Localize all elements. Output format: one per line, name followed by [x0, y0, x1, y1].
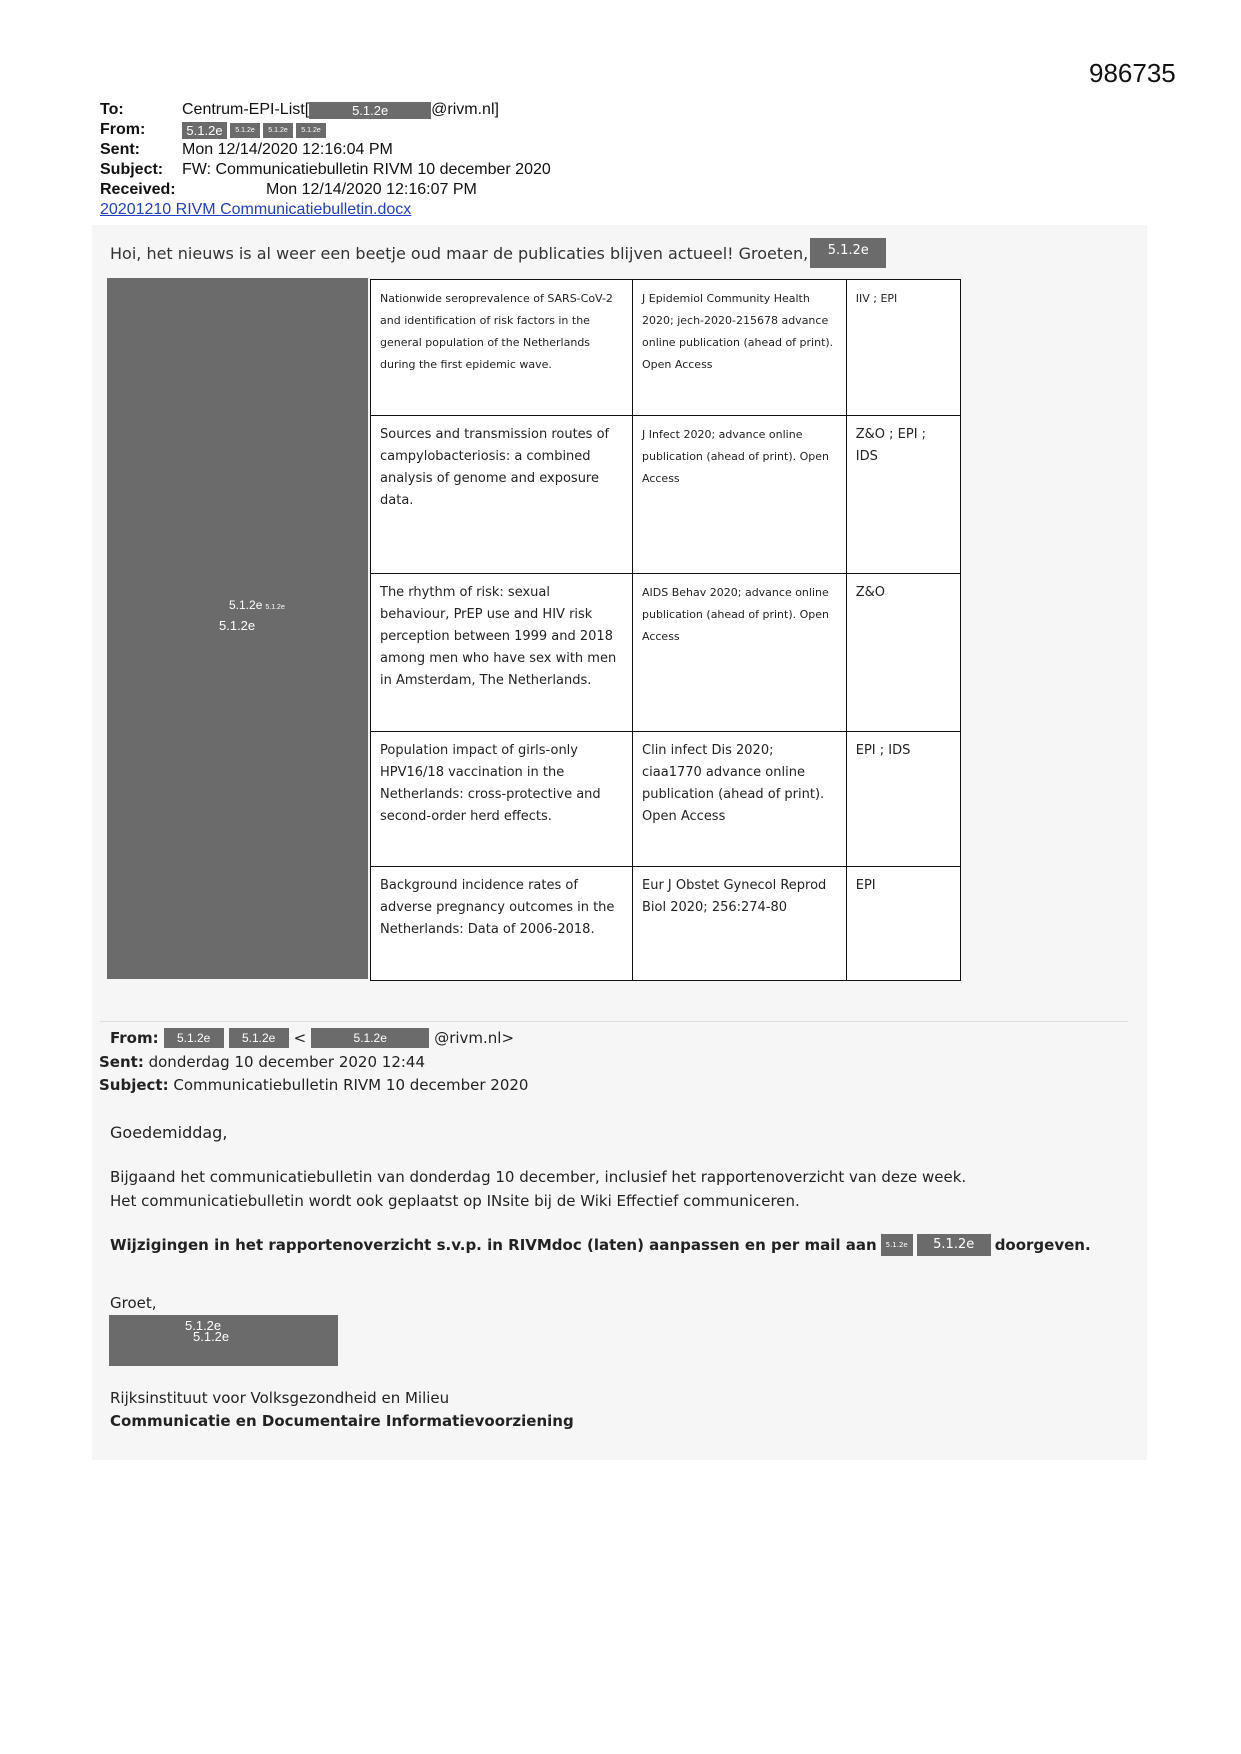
instruction-suffix: doorgeven.: [994, 1236, 1091, 1254]
from-label: From:: [100, 121, 146, 138]
table-row: [371, 280, 961, 416]
attachment-link[interactable]: 20201210 RIVM Communicatiebulletin.docx: [100, 201, 412, 218]
received-label: Received:: [100, 181, 176, 198]
publication-source: J Epidemiol Community Health 2020; jech-2020-215678 advance online publication (ahead of print). Open Access: [633, 280, 847, 416]
to-row: [100, 100, 720, 120]
sent-value: Mon 12/14/2020 12:16:04 PM: [182, 141, 393, 158]
publication-source: AIDS Behav 2020; advance online publication (ahead of print). Open Access: [633, 574, 847, 732]
subject-label: Subject:: [100, 161, 164, 178]
publication-source: Eur J Obstet Gynecol Reprod Biol 2020; 256:274-80: [633, 867, 847, 981]
publication-tags: Z&O ; EPI ; IDS: [846, 416, 960, 574]
forwarded-subject-value: Communicatiebulletin RIVM 10 december 2020: [173, 1076, 529, 1094]
greeting-line: [110, 238, 886, 268]
attachment-row: [100, 200, 720, 220]
redaction: 5.1.2e: [230, 123, 260, 138]
sent-label: Sent:: [100, 141, 140, 158]
organization-name: Rijksinstituut voor Volksgezondheid en Milieu: [110, 1389, 450, 1407]
closing: Groet,: [110, 1294, 157, 1312]
divider: [100, 1021, 1128, 1022]
instruction-line: [110, 1234, 1091, 1256]
sent-row: [100, 140, 720, 160]
from-row: [100, 120, 720, 140]
publications-table: [370, 279, 961, 981]
publication-title: Nationwide seroprevalence of SARS-CoV-2 and identification of risk factors in the general population of the Netherlands during the first epidemic wave.: [371, 280, 633, 416]
forwarded-from-row: [110, 1028, 514, 1048]
publication-tags: Z&O: [846, 574, 960, 732]
publication-title: Population impact of girls-only HPV16/18 vaccination in the Netherlands: cross-protective and second-order herd effects.: [371, 732, 633, 867]
received-value: Mon 12/14/2020 12:16:07 PM: [266, 181, 477, 198]
publication-source: J Infect 2020; advance online publication (ahead of print). Open Access: [633, 416, 847, 574]
publication-tags: EPI: [846, 867, 960, 981]
to-label: To:: [100, 101, 124, 118]
redaction: 5.1.2e: [263, 123, 293, 138]
table-row: [371, 732, 961, 867]
forwarded-subject-label: Subject:: [99, 1076, 169, 1094]
to-suffix: @rivm.nl]: [431, 101, 499, 118]
department-name: Communicatie en Documentaire Informatievoorziening: [110, 1412, 574, 1430]
document-number: 986735: [1089, 58, 1176, 88]
table-row: [371, 416, 961, 574]
redaction-text: 5.1.2e: [193, 1329, 230, 1344]
body-line: Bijgaand het communicatiebulletin van donderdag 10 december, inclusief het rapportenoverzicht van deze week.: [110, 1168, 967, 1186]
redaction: 5.1.2e: [296, 123, 326, 138]
redaction: 5.1.2e: [309, 102, 431, 119]
forwarded-sent-row: [99, 1053, 425, 1071]
forwarded-subject-row: [99, 1076, 528, 1094]
table-row: [371, 574, 961, 732]
to-prefix: Centrum-EPI-List[: [182, 101, 310, 118]
subject-value: FW: Communicatiebulletin RIVM 10 december 2020: [182, 161, 551, 178]
redaction: 5.1.2e: [917, 1234, 991, 1256]
redaction: 5.1.2e: [182, 122, 227, 139]
greeting-text: Hoi, het nieuws is al weer een beetje oud maar de publicaties blijven actueel! Groeten,: [110, 243, 809, 263]
publication-title: The rhythm of risk: sexual behaviour, PrEP use and HIV risk perception between 1999 and 2018 among men who have sex with men in Amsterdam, The Netherlands.: [371, 574, 633, 732]
redaction: 5.1.2e: [810, 238, 886, 268]
received-row: [100, 180, 720, 200]
forwarded-from-label: From:: [110, 1029, 159, 1047]
redaction: 5.1.2e: [229, 1028, 289, 1048]
publication-tags: EPI ; IDS: [846, 732, 960, 867]
redaction-label: 5.1.2e: [219, 618, 256, 633]
body-line: Het communicatiebulletin wordt ook geplaatst op INsite bij de Wiki Effectief communiceren.: [110, 1192, 800, 1210]
redaction-text-small: 5.1.2e: [265, 604, 285, 611]
subject-row: [100, 160, 720, 180]
redaction-text: 5.1.2e: [185, 1318, 222, 1333]
redaction-text: 5.1.2e: [229, 598, 263, 612]
signature-redaction: [109, 1315, 338, 1366]
redaction-block: [107, 278, 368, 979]
publication-title: Background incidence rates of adverse pregnancy outcomes in the Netherlands: Data of 2006-2018.: [371, 867, 633, 981]
redaction: 5.1.2e: [164, 1028, 224, 1048]
redaction: 5.1.2e: [881, 1234, 913, 1256]
table-row: [371, 867, 961, 981]
publication-title: Sources and transmission routes of campylobacteriosis: a combined analysis of genome and exposure data.: [371, 416, 633, 574]
publication-tags: IIV ; EPI: [846, 280, 960, 416]
forwarded-email-suffix: @rivm.nl>: [434, 1029, 515, 1047]
redaction-label: [229, 598, 285, 612]
angle-bracket: <: [293, 1029, 307, 1047]
forwarded-sent-value: donderdag 10 december 2020 12:44: [148, 1053, 426, 1071]
salutation: Goedemiddag,: [110, 1123, 228, 1142]
redaction: 5.1.2e: [311, 1028, 429, 1048]
publication-source: Clin infect Dis 2020; ciaa1770 advance online publication (ahead of print). Open Access: [633, 732, 847, 867]
forwarded-sent-label: Sent:: [99, 1053, 144, 1071]
instruction-text: Wijzigingen in het rapportenoverzicht s.v.p. in RIVMdoc (laten) aanpassen en per mail aan: [110, 1236, 877, 1254]
email-header: [100, 100, 720, 220]
